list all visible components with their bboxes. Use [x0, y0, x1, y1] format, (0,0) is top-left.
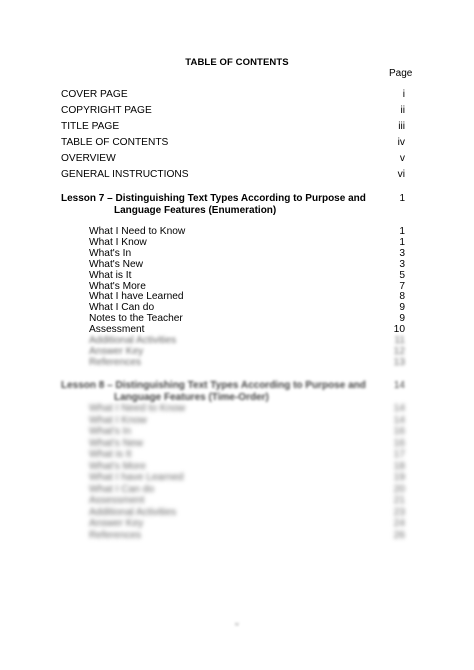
toc-entry-page: 13	[393, 356, 405, 368]
toc-entry	[0, 153, 474, 167]
toc-entry-label: What I Can do	[89, 483, 155, 495]
toc-entry-page: 20	[393, 483, 405, 495]
toc-entry-page: 11	[394, 335, 405, 346]
toc-entry-page: i	[402, 89, 405, 100]
toc-subentry	[0, 530, 474, 544]
footer-page-number: iv	[234, 622, 240, 628]
toc-entry-label: What I Know	[89, 414, 147, 426]
toc-entry-page: 5	[399, 269, 405, 281]
toc-entry-label: GENERAL INSTRUCTIONS	[61, 169, 189, 180]
toc-entry-page: 16	[393, 426, 405, 437]
toc-entry-label: Additional Activities	[89, 506, 177, 518]
toc-entry-label: What's In	[89, 247, 132, 259]
toc-entry-label: What's New	[89, 258, 144, 270]
lesson-7-title-line2: Language Features (Enumeration)	[114, 205, 277, 216]
toc-entry-label: What I have Learned	[89, 291, 184, 303]
toc-entry-label: What is It	[89, 449, 132, 460]
toc-entry-page: 19	[393, 472, 405, 483]
lesson-7-title-line1: Lesson 7 – Distinguishing Text Types According to Purpose and	[61, 193, 366, 204]
toc-entry-page: 3	[399, 258, 405, 270]
toc-entry-label: Answer Key	[89, 345, 144, 357]
toc-entry-page: 18	[393, 460, 405, 472]
lesson-8-title-line1: Lesson 8 – Distinguishing Text Types According to Purpose and	[61, 380, 366, 391]
toc-entry	[0, 169, 474, 183]
toc-entry-page: 10	[393, 324, 405, 336]
toc-entry-label: What's More	[89, 460, 146, 472]
toc-entry-label: What I Need to Know	[89, 226, 186, 237]
toc-entry-label: Assessment	[89, 495, 145, 506]
toc-entry-page: 16	[393, 437, 405, 449]
toc-entry-page: 26	[393, 529, 405, 541]
toc-entry-label: TABLE OF CONTENTS	[61, 137, 169, 148]
toc-entry-label: What's More	[89, 280, 146, 292]
toc-entry-page: 17	[393, 449, 405, 460]
toc-entry-page: 24	[393, 518, 405, 529]
toc-entry-page: v	[399, 153, 405, 164]
toc-entry	[0, 121, 474, 135]
lesson-8-title	[61, 380, 366, 404]
toc-entry	[0, 105, 474, 119]
toc-entry-page: 23	[393, 506, 405, 518]
toc-entry-label: What I Can do	[89, 302, 155, 314]
lesson-8-title-line2: Language Features (Time-Order)	[114, 392, 269, 403]
toc-entry-label: Additional Activities	[89, 335, 177, 346]
page-column-header: Page	[389, 68, 413, 79]
toc-entry-label: References	[89, 529, 142, 541]
toc-entry-page: iv	[397, 137, 405, 148]
lesson-8-page: 14	[393, 380, 405, 391]
toc-entry-label: Notes to the Teacher	[89, 313, 183, 325]
toc-entry-label: What I Need to Know	[89, 403, 186, 414]
toc-entry-label: TITLE PAGE	[61, 121, 120, 132]
toc-entry-label: COPYRIGHT PAGE	[61, 105, 152, 116]
toc-entry-label: What is It	[89, 269, 132, 281]
toc-entry-label: COVER PAGE	[61, 89, 128, 100]
toc-entry-label: What's New	[89, 437, 144, 449]
toc-entry-page: 9	[399, 313, 405, 325]
toc-entry-page: 12	[393, 345, 405, 357]
lesson-7-page: 1	[399, 193, 405, 204]
toc-entry-label: Assessment	[89, 324, 145, 336]
toc-entry-page: 7	[399, 280, 405, 292]
toc-entry-page: vi	[397, 169, 405, 180]
toc-entry-label: What I have Learned	[89, 472, 184, 483]
toc-entry-label: Answer Key	[89, 518, 144, 529]
lesson-7-title	[61, 193, 366, 217]
toc-entry-page: 14	[393, 403, 405, 414]
toc-entry-label: OVERVIEW	[61, 153, 116, 164]
toc-subentry	[0, 357, 474, 371]
toc-entry-page: 3	[399, 247, 405, 259]
toc-entry-page: 21	[393, 495, 405, 506]
toc-entry-page: iii	[398, 121, 405, 132]
toc-entry-label: References	[89, 356, 142, 368]
toc-entry	[0, 137, 474, 151]
toc-entry-label: What I Know	[89, 236, 147, 248]
toc-entry-page: 9	[399, 302, 405, 314]
toc-entry-page: 1	[399, 226, 405, 237]
toc-entry-label: What's In	[89, 426, 132, 437]
toc-entry-page: 1	[399, 236, 405, 248]
toc-entry-page: 8	[399, 291, 405, 303]
toc-entry-page: ii	[400, 105, 405, 116]
toc-entry	[0, 89, 474, 103]
page-title: TABLE OF CONTENTS	[185, 57, 289, 68]
toc-entry-page: 14	[393, 414, 405, 426]
